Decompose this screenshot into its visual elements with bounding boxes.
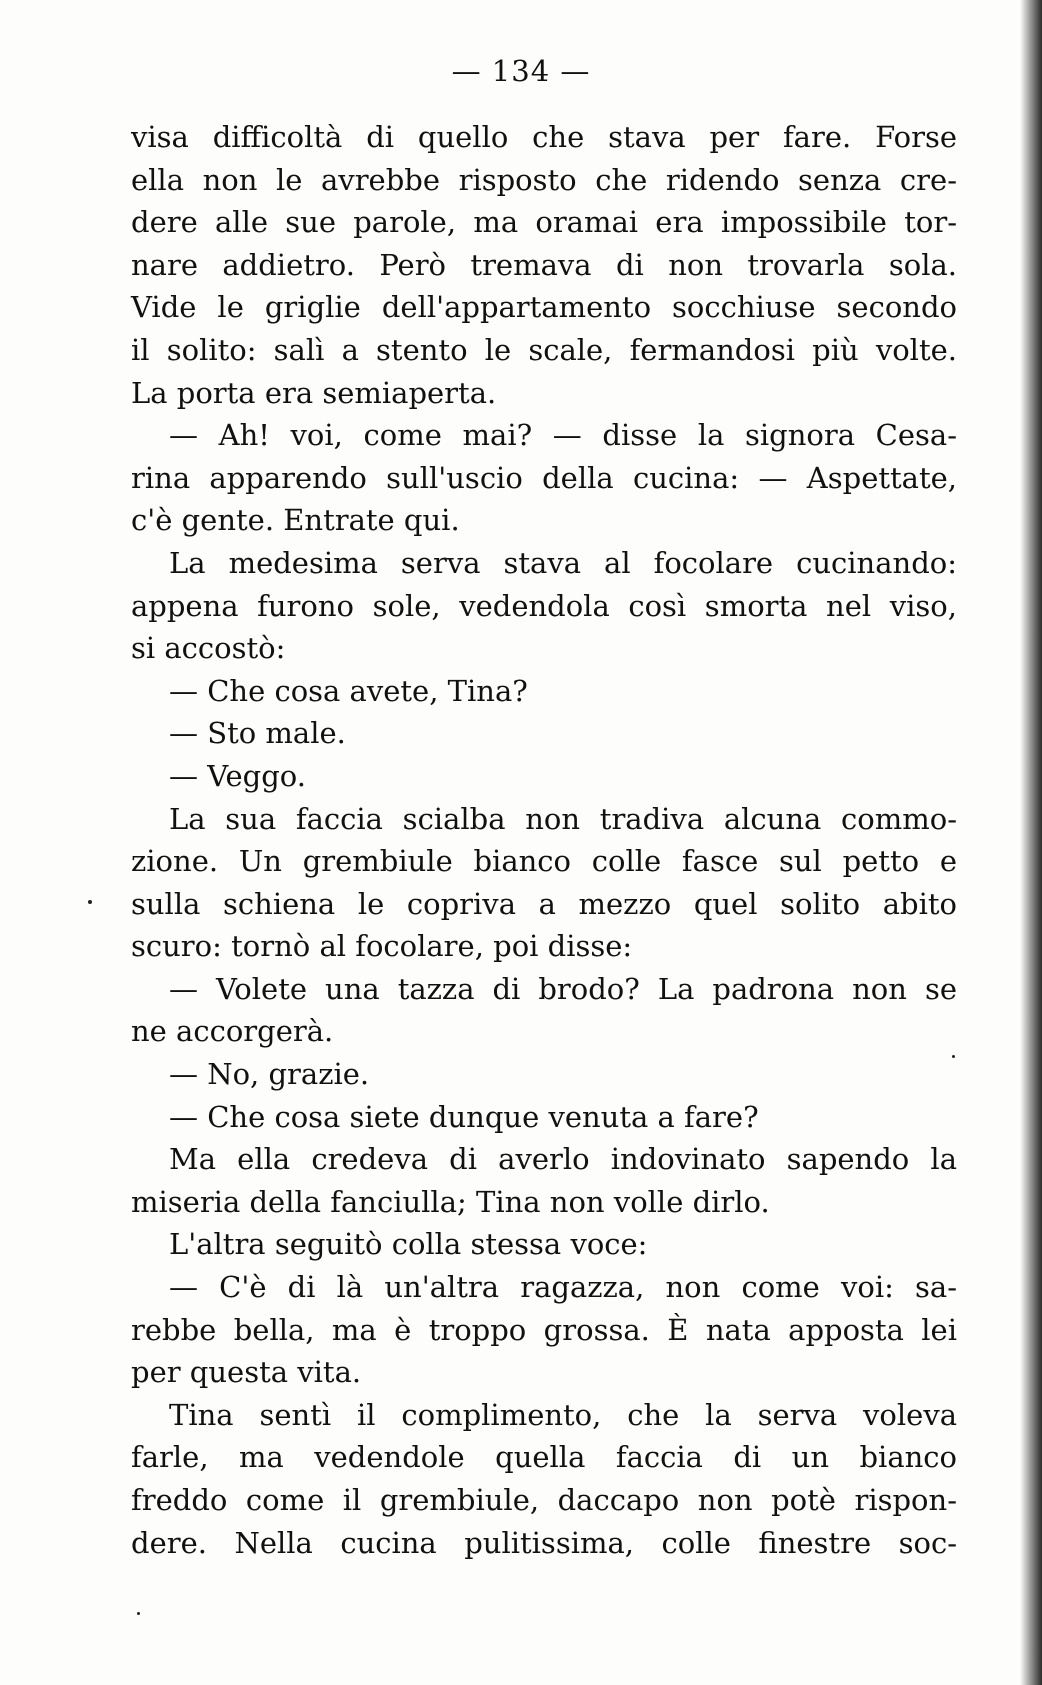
text-line: ella non le avrebbe risposto che ridendo senza cre- <box>131 162 957 197</box>
text-line: — Sto male. <box>169 716 346 751</box>
text-line: — Che cosa avete, Tina? <box>169 673 528 708</box>
text-line: rebbe bella, ma è troppo grossa. È nata apposta lei <box>131 1312 957 1347</box>
text-line: dere. Nella cucina pulitissima, colle finestre soc- <box>131 1525 957 1560</box>
text-line: Ma ella credeva di averlo indovinato sapendo la <box>169 1142 957 1177</box>
text-line: scuro: tornò al focolare, poi disse: <box>131 929 633 964</box>
text-line: nare addietro. Però tremava di non trovarla sola. <box>131 247 957 282</box>
text-line: La medesima serva stava al focolare cucinando: <box>169 545 957 580</box>
text-line: il solito: salì a stento le scale, fermandosi più volte. <box>131 332 957 367</box>
scan-speck <box>137 1612 140 1615</box>
text-line: sulla schiena le copriva a mezzo quel solito abito <box>131 886 957 921</box>
text-line: farle, ma vedendole quella faccia di un bianco <box>131 1440 957 1475</box>
text-line: miseria della fanciulla; Tina non volle dirlo. <box>131 1184 770 1219</box>
text-line: — C'è di là un'altra ragazza, non come voi: sa- <box>169 1270 957 1305</box>
text-line: — No, grazie. <box>169 1057 370 1092</box>
text-line: visa difficoltà di quello che stava per fare. Forse <box>131 120 957 154</box>
text-line: Tina sentì il complimento, che la serva voleva <box>169 1397 957 1432</box>
text-line: — Veggo. <box>169 758 306 793</box>
page-number: — 134 — <box>451 54 591 88</box>
text-line: freddo come il grembiule, daccapo non potè rispon- <box>131 1483 957 1517</box>
text-line: La sua faccia scialba non tradiva alcuna commo- <box>169 801 957 836</box>
text-line: per questa vita. <box>131 1355 362 1390</box>
text-line: appena furono sole, vedendola così smorta nel viso, <box>131 588 957 623</box>
text-line: dere alle sue parole, ma oramai era impossibile tor- <box>131 205 957 240</box>
body-text <box>131 116 957 1564</box>
text-line: c'è gente. Entrate qui. <box>131 503 460 538</box>
text-line: — Ah! voi, come mai? — disse la signora Cesa- <box>169 418 957 453</box>
scan-speck <box>952 1055 955 1058</box>
scan-speck <box>88 900 92 904</box>
text-line: zione. Un grembiule bianco colle fasce sul petto e <box>131 844 957 879</box>
text-line: — Che cosa siete dunque venuta a fare? <box>169 1099 759 1134</box>
text-line: si accostò: <box>131 631 286 666</box>
text-line: rina apparendo sull'uscio della cucina: — Aspettate, <box>131 460 957 495</box>
text-line: La porta era semiaperta. <box>131 375 497 410</box>
page-edge-shadow <box>1020 0 1042 1685</box>
text-line: — Volete una tazza di brodo? La padrona non se <box>169 971 957 1006</box>
text-line: L'altra seguitò colla stessa voce: <box>169 1227 648 1262</box>
text-line: Vide le griglie dell'appartamento socchiuse secondo <box>131 290 957 325</box>
text-line: ne accorgerà. <box>131 1014 334 1049</box>
